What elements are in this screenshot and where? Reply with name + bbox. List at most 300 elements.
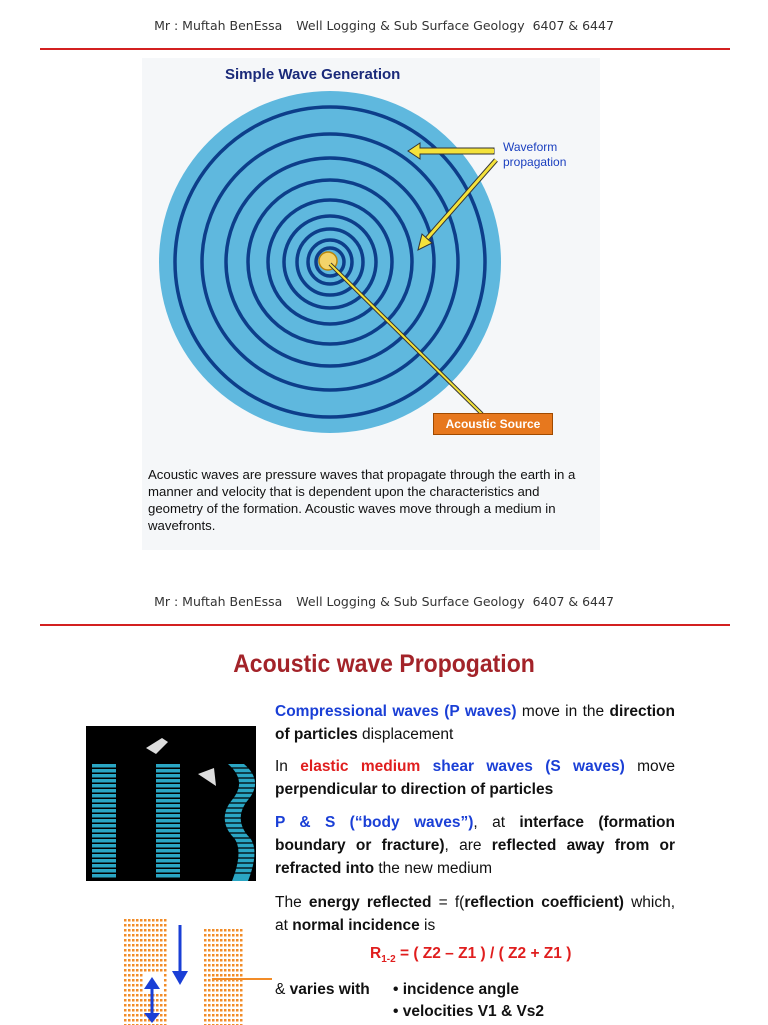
particle-dot <box>228 984 231 987</box>
particle-dot <box>236 969 239 972</box>
particle-dot <box>208 1009 211 1012</box>
particle-dot <box>164 954 167 957</box>
particle-dot <box>164 1009 167 1012</box>
particle-dot <box>232 984 235 987</box>
particle-dot <box>156 954 159 957</box>
particle-dot <box>216 1009 219 1012</box>
particle-dot <box>208 959 211 962</box>
particle-dot <box>220 939 223 942</box>
particle-dot <box>224 989 227 992</box>
particle-dot <box>212 1014 215 1017</box>
particle-dot <box>132 939 135 942</box>
particle-dot <box>208 949 211 952</box>
particle-dot <box>224 994 227 997</box>
particle-dot <box>156 1004 159 1007</box>
particle-dot <box>228 929 231 932</box>
particle-dot <box>128 999 131 1002</box>
particle-dot <box>228 954 231 957</box>
particle-dot <box>164 934 167 937</box>
particle-dot <box>160 934 163 937</box>
particle-dot <box>128 969 131 972</box>
particle-dot <box>128 944 131 947</box>
particle-dot <box>124 989 127 992</box>
particle-dot <box>136 994 139 997</box>
paragraph-p-waves: Compressional waves (P waves) move in the direction of particles displacement <box>275 703 675 743</box>
p-wave-stripe <box>156 789 180 793</box>
particle-dot <box>212 1004 215 1007</box>
particle-dot <box>216 989 219 992</box>
particle-dot <box>128 984 131 987</box>
particle-dot <box>132 949 135 952</box>
particle-dot <box>212 954 215 957</box>
particle-dot <box>220 949 223 952</box>
particle-dot <box>160 944 163 947</box>
particle-dot <box>228 964 231 967</box>
particle-dot <box>136 1004 139 1007</box>
particle-dot <box>164 969 167 972</box>
p-wave-stripe <box>92 779 116 783</box>
particle-dot <box>232 964 235 967</box>
particle-dot <box>220 989 223 992</box>
particle-dot <box>232 969 235 972</box>
header-rule-2 <box>40 624 730 626</box>
particle-dot <box>164 1014 167 1017</box>
particle-dot <box>232 944 235 947</box>
particle-dot <box>156 949 159 952</box>
particle-dot <box>212 984 215 987</box>
particle-dot <box>240 969 243 972</box>
p-wave-stripe <box>156 819 180 823</box>
particle-dot <box>204 979 207 982</box>
particle-dot <box>160 994 163 997</box>
particle-dot <box>164 1004 167 1007</box>
particle-dot <box>148 919 151 922</box>
particle-dot <box>224 999 227 1002</box>
particle-dot <box>204 944 207 947</box>
particle-dot <box>228 949 231 952</box>
particle-dot <box>204 984 207 987</box>
particle-dot <box>132 959 135 962</box>
particle-dot <box>124 944 127 947</box>
particle-dot <box>132 989 135 992</box>
header-course: Well Logging & Sub Surface Geology <box>296 18 525 33</box>
particle-dot <box>160 924 163 927</box>
particle-dot <box>136 954 139 957</box>
particle-dot <box>208 939 211 942</box>
particle-dot <box>160 969 163 972</box>
particle-dot <box>132 954 135 957</box>
particle-dot <box>228 1014 231 1017</box>
figure-caption: Acoustic waves are pressure waves that propagate through the earth in a manner and velocity that is dependent upon the characteristics and geometry of the formation. Acoustic waves move through a medium in wavefronts. <box>148 467 576 533</box>
particle-dot <box>236 949 239 952</box>
particle-dot <box>224 954 227 957</box>
particle-dot <box>148 1004 151 1007</box>
particle-dot <box>224 974 227 977</box>
particle-dot <box>128 974 131 977</box>
particle-dot <box>236 934 239 937</box>
wave-generation-figure <box>142 58 600 550</box>
particle-dot <box>156 1009 159 1012</box>
particle-dot <box>152 944 155 947</box>
particle-dot <box>204 949 207 952</box>
particle-dot <box>132 999 135 1002</box>
particle-dot <box>232 989 235 992</box>
particle-dot <box>236 954 239 957</box>
particle-dot <box>220 974 223 977</box>
particle-dot <box>136 974 139 977</box>
particle-dot <box>236 1009 239 1012</box>
particle-dot <box>128 994 131 997</box>
particle-dot <box>220 944 223 947</box>
p-wave-stripe <box>156 809 180 813</box>
particle-dot <box>204 929 207 932</box>
particle-dot <box>212 949 215 952</box>
acoustic-source-label: Acoustic Source <box>433 413 553 435</box>
particle-dot <box>208 984 211 987</box>
particle-dot <box>224 1014 227 1017</box>
particle-dot <box>220 964 223 967</box>
particle-dot <box>132 1009 135 1012</box>
particle-dot <box>212 1009 215 1012</box>
particle-dot <box>204 969 207 972</box>
particle-dot <box>220 969 223 972</box>
p-wave-stripe <box>92 764 116 768</box>
particle-dot <box>164 1019 167 1022</box>
particle-dot <box>140 919 143 922</box>
p-wave-stripe <box>92 844 116 848</box>
particle-dot <box>204 994 207 997</box>
particle-dot <box>128 949 131 952</box>
particle-dot <box>212 1019 215 1022</box>
particle-dot <box>124 929 127 932</box>
particle-dot <box>156 939 159 942</box>
particle-dot <box>216 964 219 967</box>
particle-dot <box>204 1004 207 1007</box>
particle-dot <box>128 939 131 942</box>
particle-dot <box>136 1019 139 1022</box>
bullet-velocities: • velocities V1 & Vs2 <box>393 1003 545 1020</box>
particle-dot <box>136 979 139 982</box>
p-wave-stripe <box>156 849 180 853</box>
page-header-2 <box>0 594 768 609</box>
particle-dot <box>160 929 163 932</box>
particle-dot <box>212 939 215 942</box>
particle-dot <box>140 984 143 987</box>
particle-dot <box>240 964 243 967</box>
particle-dot <box>220 929 223 932</box>
particle-dot <box>156 934 159 937</box>
particle-dot <box>156 1019 159 1022</box>
particle-dot <box>144 939 147 942</box>
particle-dot <box>124 924 127 927</box>
slide-title: Acoustic wave Propogation <box>233 650 535 678</box>
p-wave-stripe <box>92 829 116 833</box>
particle-dot <box>160 939 163 942</box>
particle-dot <box>232 1009 235 1012</box>
particle-dot <box>128 989 131 992</box>
particle-dot <box>132 994 135 997</box>
p-wave-stripe <box>92 874 116 878</box>
particle-dot <box>160 964 163 967</box>
particle-dot <box>124 974 127 977</box>
particle-dot <box>152 934 155 937</box>
particle-dot <box>224 969 227 972</box>
particle-dot <box>224 959 227 962</box>
particle-dot <box>240 1014 243 1017</box>
header-author: Mr : Muftah BenEssa <box>154 18 283 33</box>
particle-dot <box>224 1019 227 1022</box>
particle-dot <box>224 939 227 942</box>
particle-dot <box>208 929 211 932</box>
p-wave-stripe <box>156 839 180 843</box>
particle-dot <box>124 964 127 967</box>
particle-dot <box>164 924 167 927</box>
particle-dot <box>132 979 135 982</box>
particle-dot <box>144 964 147 967</box>
particle-dot <box>132 944 135 947</box>
particle-dot <box>240 1004 243 1007</box>
particle-dot <box>220 934 223 937</box>
particle-dot <box>216 999 219 1002</box>
p-wave-stripe <box>156 799 180 803</box>
particle-dot <box>236 999 239 1002</box>
particle-dot <box>128 1014 131 1017</box>
particle-dot <box>148 939 151 942</box>
particle-dot <box>220 959 223 962</box>
particle-dot <box>204 989 207 992</box>
particle-dot <box>156 999 159 1002</box>
particle-dot <box>216 994 219 997</box>
p-wave-stripe <box>156 769 180 773</box>
particle-dot <box>232 974 235 977</box>
particle-dot <box>208 934 211 937</box>
particle-dot <box>224 929 227 932</box>
particle-dot <box>220 1014 223 1017</box>
particle-dot <box>160 1019 163 1022</box>
particle-dot <box>232 949 235 952</box>
particle-dot <box>140 1004 143 1007</box>
particle-dot <box>240 994 243 997</box>
particle-dot <box>224 944 227 947</box>
particle-dot <box>152 959 155 962</box>
particle-dot <box>220 984 223 987</box>
particle-dot <box>228 989 231 992</box>
particle-dot <box>216 1014 219 1017</box>
p-wave-stripe <box>156 874 180 878</box>
particle-dot <box>124 1009 127 1012</box>
particle-dot <box>228 969 231 972</box>
particle-dot <box>208 999 211 1002</box>
particle-dot <box>144 1004 147 1007</box>
particle-dot <box>236 1004 239 1007</box>
particle-dot <box>136 1009 139 1012</box>
particle-dot <box>216 1004 219 1007</box>
particle-dot <box>156 969 159 972</box>
particle-dot <box>208 989 211 992</box>
particle-dot <box>228 1009 231 1012</box>
header-code: 6407 & 6447 <box>532 18 614 33</box>
particle-dot <box>232 959 235 962</box>
p-wave-stripe <box>156 869 180 873</box>
particle-dot <box>204 974 207 977</box>
particle-dot <box>136 969 139 972</box>
particle-dot <box>220 1004 223 1007</box>
particle-dot <box>216 929 219 932</box>
particle-dot <box>148 959 151 962</box>
p-wave-stripe <box>156 774 180 778</box>
particle-dot <box>128 924 131 927</box>
particle-dot <box>140 989 143 992</box>
particle-dot <box>240 954 243 957</box>
particle-dot <box>152 919 155 922</box>
waveform-label: Waveform propagation <box>503 140 567 169</box>
p-wave-stripe <box>92 804 116 808</box>
varies-with-label: & varies with <box>275 981 370 998</box>
particle-dot <box>208 979 211 982</box>
particle-dot <box>124 994 127 997</box>
particle-dot <box>212 934 215 937</box>
particle-dot <box>124 979 127 982</box>
p-wave-stripe <box>156 834 180 838</box>
particle-dot <box>152 924 155 927</box>
particle-dot <box>240 1009 243 1012</box>
particle-dot <box>132 984 135 987</box>
particle-dot <box>212 959 215 962</box>
particle-dot <box>228 1019 231 1022</box>
particle-dot <box>232 1014 235 1017</box>
particle-dot <box>228 994 231 997</box>
particle-dot <box>144 999 147 1002</box>
particle-dot <box>132 1014 135 1017</box>
particle-dot <box>160 1004 163 1007</box>
particle-dot <box>228 934 231 937</box>
particle-dot <box>132 969 135 972</box>
particle-dot <box>220 954 223 957</box>
particle-dot <box>140 944 143 947</box>
particle-dot <box>148 969 151 972</box>
particle-dot <box>240 989 243 992</box>
particle-dot <box>240 974 243 977</box>
particle-dot <box>136 984 139 987</box>
particle-dot <box>204 999 207 1002</box>
particle-dot <box>204 964 207 967</box>
particle-dot <box>132 974 135 977</box>
p-wave-stripe <box>156 764 180 768</box>
particle-dot <box>152 969 155 972</box>
particle-dot <box>212 994 215 997</box>
particle-dot <box>124 954 127 957</box>
page-header <box>0 18 768 33</box>
particle-dot <box>228 1004 231 1007</box>
particle-dot <box>208 969 211 972</box>
particle-dot <box>128 959 131 962</box>
p-wave-stripe <box>92 814 116 818</box>
particle-dot <box>204 1014 207 1017</box>
particle-dot <box>148 1009 151 1012</box>
particle-dot <box>148 994 151 997</box>
particle-dot <box>124 1004 127 1007</box>
particle-dot <box>236 964 239 967</box>
particle-dot <box>208 964 211 967</box>
particle-dot <box>224 934 227 937</box>
particle-dot <box>232 1019 235 1022</box>
particle-dot <box>228 959 231 962</box>
p-wave-stripe <box>92 859 116 863</box>
particle-dot <box>160 959 163 962</box>
particle-dot <box>132 964 135 967</box>
particle-dot <box>148 999 151 1002</box>
particle-dot <box>204 1009 207 1012</box>
particle-dot <box>128 954 131 957</box>
p-wave-stripe <box>92 839 116 843</box>
particle-dot <box>144 994 147 997</box>
particle-dot <box>132 1004 135 1007</box>
particle-arrow-2 <box>198 768 216 786</box>
particle-dot <box>204 954 207 957</box>
header-code-2: 6407 & 6447 <box>532 594 614 609</box>
particle-dot <box>152 954 155 957</box>
particle-dot <box>232 929 235 932</box>
particle-dot <box>224 984 227 987</box>
particle-dot <box>204 934 207 937</box>
particle-dot <box>232 994 235 997</box>
particle-dot <box>136 999 139 1002</box>
particle-dot <box>160 919 163 922</box>
particle-dot <box>164 949 167 952</box>
particle-dot <box>152 939 155 942</box>
particle-dot <box>212 944 215 947</box>
particle-dot <box>240 959 243 962</box>
particle-dot <box>148 949 151 952</box>
particle-dot <box>216 969 219 972</box>
particle-dot <box>212 929 215 932</box>
particle-dot <box>164 979 167 982</box>
p-wave-stripe <box>156 784 180 788</box>
particle-dot <box>212 969 215 972</box>
header-course-2: Well Logging & Sub Surface Geology <box>296 594 525 609</box>
particle-dot <box>144 924 147 927</box>
p-wave-stripe <box>92 789 116 793</box>
particle-dot <box>236 939 239 942</box>
particle-dot <box>240 944 243 947</box>
particle-dot <box>216 984 219 987</box>
p-wave-stripe <box>92 794 116 798</box>
particle-dot <box>208 944 211 947</box>
particle-dot <box>232 934 235 937</box>
p-wave-stripe <box>156 844 180 848</box>
particle-dot <box>140 1019 143 1022</box>
particle-dot <box>240 999 243 1002</box>
particle-dot <box>156 994 159 997</box>
particle-dot <box>228 939 231 942</box>
particle-dot <box>212 989 215 992</box>
particle-dot <box>132 924 135 927</box>
particle-dot <box>152 949 155 952</box>
p-wave-stripe <box>156 864 180 868</box>
header-rule <box>40 48 730 50</box>
p-wave-stripe <box>156 804 180 808</box>
particle-dot <box>160 999 163 1002</box>
particle-dot <box>148 924 151 927</box>
particle-dot <box>220 994 223 997</box>
particle-dot <box>160 949 163 952</box>
particle-dot <box>136 924 139 927</box>
particle-dot <box>164 919 167 922</box>
particle-dot <box>204 939 207 942</box>
paragraph-s-waves: In elastic medium shear waves (S waves) move perpendicular to direction of particles <box>275 758 675 798</box>
particle-dot <box>236 1014 239 1017</box>
particle-dot <box>136 944 139 947</box>
